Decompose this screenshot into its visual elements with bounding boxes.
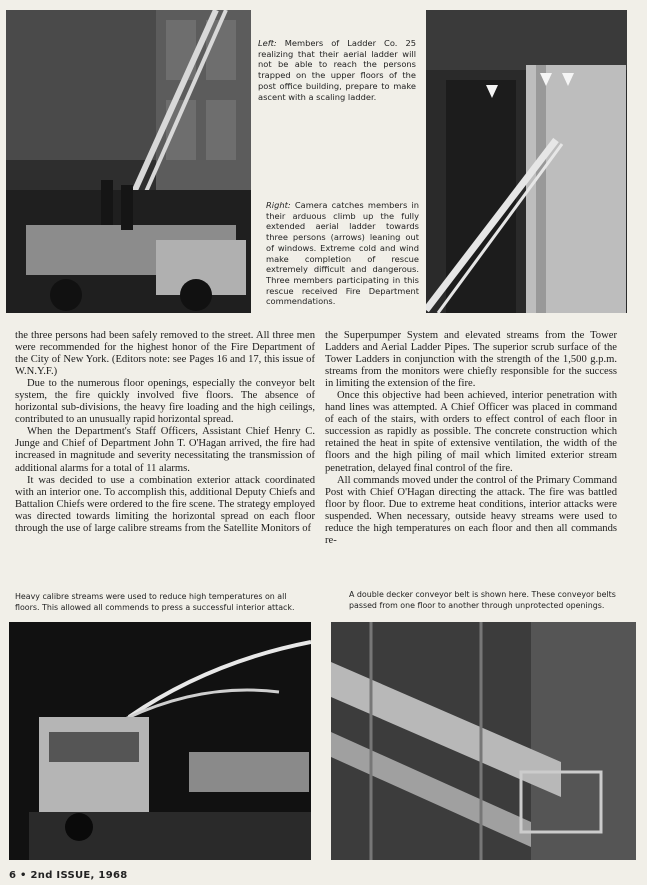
caption-left-text: Members of Ladder Co. 25 realizing that their aerial ladder will not be able to reach the persons trapped on the upper floors of the post office building, prepare to make ascent with a scaling ladder. — [258, 38, 417, 102]
article-paragraph: the Superpumper System and elevated streams from the Tower Ladders and Aerial Ladder Pipes. The superior scrub surface of the Tower Ladders in conjunction with the strength of the 1,500 g.p.m. streams from the monitors were chiefly responsible for the success in limiting the extension of the fire. — [325, 330, 617, 390]
page-folio: 6 • 2nd ISSUE, 1968 — [9, 870, 128, 881]
article-column-right — [325, 330, 617, 547]
article-column-left — [15, 330, 315, 535]
article-paragraph: Due to the numerous floor openings, especially the conveyor belt system, the fire quickly involved five floors. The absence of horizontal sub-divisions, the heavy fire loading and the high ceilings, contributed to an unusually rapid horizontal spread. — [15, 378, 315, 426]
photo-aerial-ladder-climb — [426, 10, 627, 313]
caption-left — [258, 38, 416, 102]
caption-bottom-left: Heavy calibre streams were used to reduce high temperatures on all floors. This allowed all commends to press a successful interior attack. — [15, 592, 295, 612]
caption-left-label: Left: — [258, 38, 277, 48]
article-paragraph: When the Department's Staff Officers, Assistant Chief Henry C. Junge and Chief of Department John T. O'Hagan arrived, the fire had increased in magnitude and severity necessitating the transmission of additional alarms for a total of 11 alarms. — [15, 426, 315, 474]
photo-conveyor-belt — [331, 622, 636, 860]
article-paragraph: the three persons had been safely removed to the street. All three men were recommended for the highest honor of the Fire Department of the City of New York. (Editors note: see Pages 16 and 17, this issue of W.N.Y.F.) — [15, 330, 315, 378]
photo-ladder-company — [6, 10, 251, 313]
article-paragraph: It was decided to use a combination exterior attack coordinated with an interior one. To accomplish this, additional Deputy Chiefs and Battalion Chiefs were ordered to the fire scene. The strategy employed was directed towards limiting the horizontal spread on each floor through the use of large calibre streams from the Satellite Monitors of — [15, 474, 315, 534]
article-paragraph: Once this objective had been achieved, interior penetration with hand lines was attempted. A Chief Officer was placed in command of each of the stairs, with orders to effect control of each floor in succession as rapidly as possible. The concrete construction which retained the heat in spite of extensive ventilation, the width of the floors and the high piling of mail which limited exterior stream penetration, delayed final control of the fire. — [325, 390, 617, 474]
caption-bottom-right: A double decker conveyor belt is shown here. These conveyor belts passed from one floor to another through unprotected openings. — [349, 590, 616, 610]
caption-right-text: Camera catches members in their arduous climb up the fully extended aerial ladder towards three persons (arrows) leaning out of windows. Extreme cold and wind make completion of rescue extremely difficult and dangerous. Three members participating in this rescue received Fire Department commendations. — [266, 200, 420, 307]
caption-right-label: Right: — [266, 200, 291, 210]
photo-heavy-streams — [9, 622, 311, 860]
caption-right — [266, 200, 419, 307]
article-paragraph: All commands moved under the control of the Primary Command Post with Chief O'Hagan directing the attack. The fire was battled floor by floor. Due to extreme heat conditions, interior attacks were suspended. When necessary, outside heavy streams were used to reduce the high temperatures on each floor and then all commands re- — [325, 474, 617, 546]
